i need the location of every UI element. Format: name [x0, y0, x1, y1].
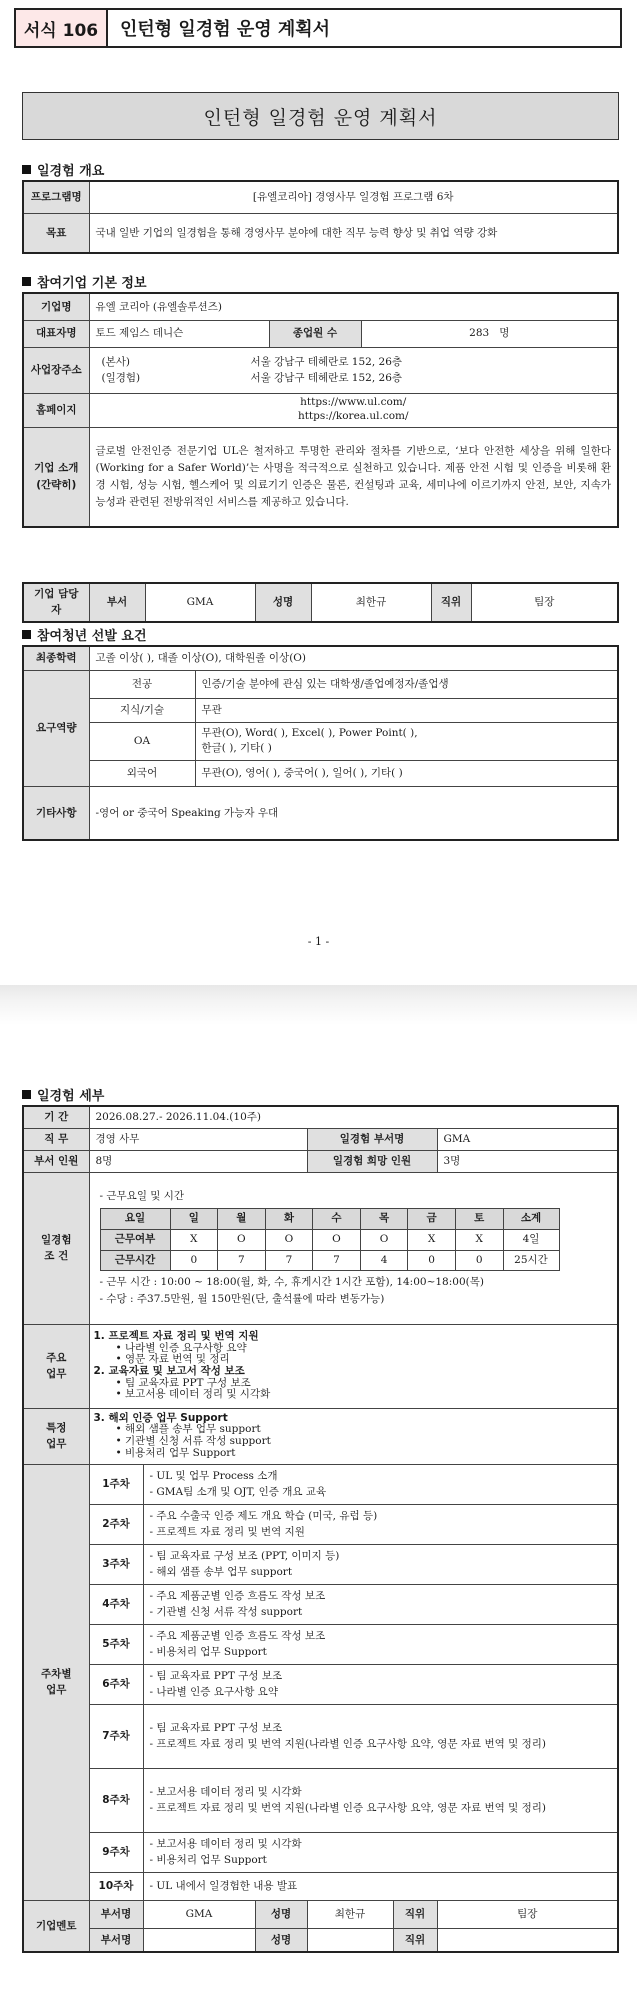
position-label: 직위 [431, 583, 471, 622]
page-1 [0, 0, 637, 985]
mentor2-name-label: 성명 [255, 1928, 307, 1952]
goal-value: 국내 일반 기업의 일경험을 통해 경영사무 분야에 대한 직무 능력 향상 및 취업 역량 강화 [89, 213, 618, 253]
schedule-header-cell: 금 [408, 1208, 456, 1229]
main-tasks-value: 1. 프로젝트 자료 정리 및 번역 지원 • 나라별 인증 요구사항 요약 • 영문 자료 번역 및 정리 2. 교육자료 및 보고서 작성 보조 • 팀 교육자료 PPT 구성 보조 • 보고서용 데이터 정리 및 시각화 [89, 1324, 618, 1408]
address-label: 사업장주소 [23, 347, 89, 393]
schedule-header-cell: 소계 [503, 1208, 559, 1229]
schedule-row-hours [100, 1250, 559, 1271]
form-tag: 서식 106 [16, 10, 108, 46]
week-8-label: 8주차 [89, 1768, 143, 1832]
week-9-content: - 보고서용 데이터 정리 및 시각화 - 비용처리 업무 Support [143, 1832, 618, 1872]
page-gap [0, 985, 637, 1025]
lang-value: 무관(O), 영어( ), 중국어( ), 일어( ), 기타( ) [195, 760, 618, 786]
mentor2-pos-label: 직위 [393, 1928, 437, 1952]
schedule-work-cell: O [218, 1229, 266, 1250]
schedule-header-cell: 화 [265, 1208, 313, 1229]
schedule-hours-cell: 7 [265, 1250, 313, 1271]
person-label: 성명 [255, 583, 311, 622]
knowledge-value: 무관 [195, 698, 618, 722]
week-7-label: 7주차 [89, 1704, 143, 1768]
mentor-dept-label: 부서명 [89, 1900, 143, 1928]
week-8-content: - 보고서용 데이터 정리 및 시각화 - 프로젝트 자료 정리 및 번역 지원(나라별 인증 요구사항 요약, 영문 자료 번역 및 정리) [143, 1768, 618, 1832]
dept-label: 부서 [89, 583, 145, 622]
schedule-work-cell: X [408, 1229, 456, 1250]
mentor-name-value: 최한규 [307, 1900, 393, 1928]
period-value: 2026.08.27.- 2026.11.04.(10주) [89, 1106, 618, 1128]
week-3-label: 3주차 [89, 1544, 143, 1584]
week-5-content: - 주요 제품군별 인증 흐름도 작성 보조 - 비용처리 업무 Support [143, 1624, 618, 1664]
person-value: 최한규 [311, 583, 431, 622]
schedule-hours-cell: 0 [455, 1250, 503, 1271]
week-3-content: - 팀 교육자료 구성 보조 (PPT, 이미지 등) - 해외 샘플 송부 업무 support [143, 1544, 618, 1584]
homepage-value[interactable]: https://www.ul.com/ https://korea.ul.com/ [89, 393, 618, 427]
major-label: 전공 [89, 670, 195, 698]
duty-label: 직 무 [23, 1128, 89, 1150]
special-tasks-value: 3. 해외 인증 업무 Support • 해외 샘플 송부 업무 support • 기관별 신청 서류 작성 support • 비용처리 업무 Support [89, 1408, 618, 1464]
schedule-header-cell: 목 [360, 1208, 408, 1229]
page-number: - 1 - [307, 935, 330, 948]
week-10-label: 10주차 [89, 1872, 143, 1900]
week-2-content: - 주요 수출국 인증 제도 개요 학습 (미국, 유럽 등) - 프로젝트 자료 정리 및 번역 지원 [143, 1504, 618, 1544]
edu-label: 최종학력 [23, 646, 89, 670]
schedule-hours-cell: 25시간 [503, 1250, 559, 1271]
week-6-label: 6주차 [89, 1664, 143, 1704]
form-header [14, 8, 622, 48]
goal-label: 목표 [23, 213, 89, 253]
company-name-value: 유엘 코리아 (유엘솔루션즈) [89, 293, 618, 320]
oa-value: 무관(O), Word( ), Excel( ), Power Point( ), 한글( ), 기타( ) [195, 722, 618, 760]
competency-label: 요구역량 [23, 670, 89, 786]
major-value: 인증/기술 분야에 관심 있는 대학생/졸업예정자/졸업생 [195, 670, 618, 698]
ceo-value: 토드 제임스 데니슨 [89, 320, 269, 347]
special-tasks-label: 특정 업무 [23, 1408, 89, 1464]
work-dept-value: GMA [437, 1128, 618, 1150]
square-bullet-icon [22, 630, 31, 639]
manager-label: 기업 담당자 [23, 583, 89, 622]
week-7-content: - 팀 교육자료 PPT 구성 보조 - 프로젝트 자료 정리 및 번역 지원(나라별 인증 요구사항 요약, 영문 자료 번역 및 정리) [143, 1704, 618, 1768]
week-4-label: 4주차 [89, 1584, 143, 1624]
overview-table [22, 180, 619, 254]
mentor2-dept-value[interactable] [143, 1928, 255, 1952]
cond-pay: - 수당 : 주37.5만원, 월 150만원(단, 출석률에 따라 변동가능) [99, 1293, 385, 1306]
mentor-pos-value: 팀장 [437, 1900, 618, 1928]
mentor-pos-label: 직위 [393, 1900, 437, 1928]
schedule-work-cell: O [360, 1229, 408, 1250]
dept-value: GMA [145, 583, 255, 622]
section-overview-heading: 일경험 개요 [22, 160, 104, 179]
program-value: [유엘코리아] 경영사무 일경험 프로그램 6차 [89, 181, 618, 213]
schedule-hours-cell: 4 [360, 1250, 408, 1271]
week-9-label: 9주차 [89, 1832, 143, 1872]
mentor2-pos-value[interactable] [437, 1928, 618, 1952]
schedule-hours-cell: 7 [218, 1250, 266, 1271]
schedule-hours-cell: 0 [408, 1250, 456, 1271]
mentor2-name-value[interactable] [307, 1928, 393, 1952]
square-bullet-icon [22, 1090, 31, 1099]
schedule-header-cell: 월 [218, 1208, 266, 1229]
detail-table [22, 1105, 619, 1953]
week-2-label: 2주차 [89, 1504, 143, 1544]
schedule-work-cell: X [170, 1229, 218, 1250]
etc-label: 기타사항 [23, 786, 89, 840]
schedule-hours-cell: 0 [170, 1250, 218, 1271]
section-detail-heading: 일경험 세부 [22, 1085, 104, 1104]
staff-label: 부서 인원 [23, 1150, 89, 1172]
schedule-work-cell: O [265, 1229, 313, 1250]
page-2 [0, 1025, 637, 1998]
period-label: 기 간 [23, 1106, 89, 1128]
conditions-label: 일경험 조 건 [23, 1172, 89, 1324]
document-title: 인턴형 일경험 운영 계획서 [22, 92, 619, 140]
week-5-label: 5주차 [89, 1624, 143, 1664]
duty-value: 경영 사무 [89, 1128, 307, 1150]
week-6-content: - 팀 교육자료 PPT 구성 보조 - 나라별 인증 요구사항 요약 [143, 1664, 618, 1704]
mentor-name-label: 성명 [255, 1900, 307, 1928]
week-1-content: - UL 및 업무 Process 소개 - GMA팀 소개 및 OJT, 인증 개요 교육 [143, 1464, 618, 1504]
schedule-work-cell: 근무여부 [100, 1229, 170, 1250]
square-bullet-icon [22, 165, 31, 174]
hope-label: 일경험 희망 인원 [307, 1150, 437, 1172]
week-1-label: 1주차 [89, 1464, 143, 1504]
schedule-header-cell: 일 [170, 1208, 218, 1229]
cond-intro: - 근무요일 및 시간 [99, 1190, 185, 1203]
main-tasks-label: 주요 업무 [23, 1324, 89, 1408]
company-name-label: 기업명 [23, 293, 89, 320]
cond-time: - 근무 시간 : 10:00 ~ 18:00(월, 화, 수, 휴게시간 1시간 포함), 14:00~18:00(목) [99, 1276, 484, 1289]
section-company-heading: 참여기업 기본 정보 [22, 272, 147, 291]
week-4-content: - 주요 제품군별 인증 흐름도 작성 보조 - 기관별 신청 서류 작성 support [143, 1584, 618, 1624]
mentor2-dept-label: 부서명 [89, 1928, 143, 1952]
ceo-label: 대표자명 [23, 320, 89, 347]
oa-label: OA [89, 722, 195, 760]
schedule-row-work [100, 1229, 559, 1250]
manager-table [22, 582, 619, 623]
schedule-work-cell: O [313, 1229, 361, 1250]
employees-label: 종업원 수 [269, 320, 361, 347]
edu-value: 고졸 이상( ), 대졸 이상(O), 대학원졸 이상(O) [89, 646, 618, 670]
schedule-header-cell: 토 [455, 1208, 503, 1229]
address-value: (본사) 서울 강남구 테헤란로 152, 26층 (일경험) 서울 강남구 테헤란로 152, 26층 [89, 347, 618, 393]
conditions-value [89, 1172, 618, 1324]
requirements-table [22, 645, 619, 841]
form-title: 인턴형 일경험 운영 계획서 [120, 19, 331, 40]
lang-label: 외국어 [89, 760, 195, 786]
intro-value: 글로벌 안전인증 전문기업 UL은 철저하고 투명한 관리와 절차를 기반으로, ‘보다 안전한 세상을 위해 일한다(Working for a Safer World)’는 사명을 적극적으로 실천하고 있습니다. 제품 안전 시험 및 인증을 비롯해 환경 시험, 성능 시험, 헬스케어 및 의료기기 인증은 물론, 컨설팅과 교육, 세미나에 이르기까지 안전, 보안, 지속가능성과 관련된 전방위적인 서비스를 제공하고 있습니다. [89, 427, 618, 527]
mentor-label: 기업멘토 [23, 1900, 89, 1952]
schedule-table [100, 1208, 560, 1272]
program-label: 프로그램명 [23, 181, 89, 213]
schedule-work-cell: X [455, 1229, 503, 1250]
work-dept-label: 일경험 부서명 [307, 1128, 437, 1150]
schedule-work-cell: 4일 [503, 1229, 559, 1250]
schedule-hours-cell: 7 [313, 1250, 361, 1271]
etc-value: -영어 or 중국어 Speaking 가능자 우대 [89, 786, 618, 840]
intro-label: 기업 소개 (간략히) [23, 427, 89, 527]
position-value: 팀장 [471, 583, 618, 622]
staff-value: 8명 [89, 1150, 307, 1172]
schedule-header-cell: 요일 [100, 1208, 170, 1229]
knowledge-label: 지식/기술 [89, 698, 195, 722]
schedule-header-cell: 수 [313, 1208, 361, 1229]
mentor-dept-value: GMA [143, 1900, 255, 1928]
week-10-content: - UL 내에서 일경험한 내용 발표 [143, 1872, 618, 1900]
schedule-hours-cell: 근무시간 [100, 1250, 170, 1271]
company-table [22, 292, 619, 528]
hope-value: 3명 [437, 1150, 618, 1172]
square-bullet-icon [22, 277, 31, 286]
homepage-label: 홈페이지 [23, 393, 89, 427]
weekly-label: 주차별 업무 [23, 1464, 89, 1900]
section-requirements-heading: 참여청년 선발 요건 [22, 625, 147, 644]
schedule-header-row [100, 1208, 559, 1229]
employees-value: 283 명 [361, 320, 618, 347]
